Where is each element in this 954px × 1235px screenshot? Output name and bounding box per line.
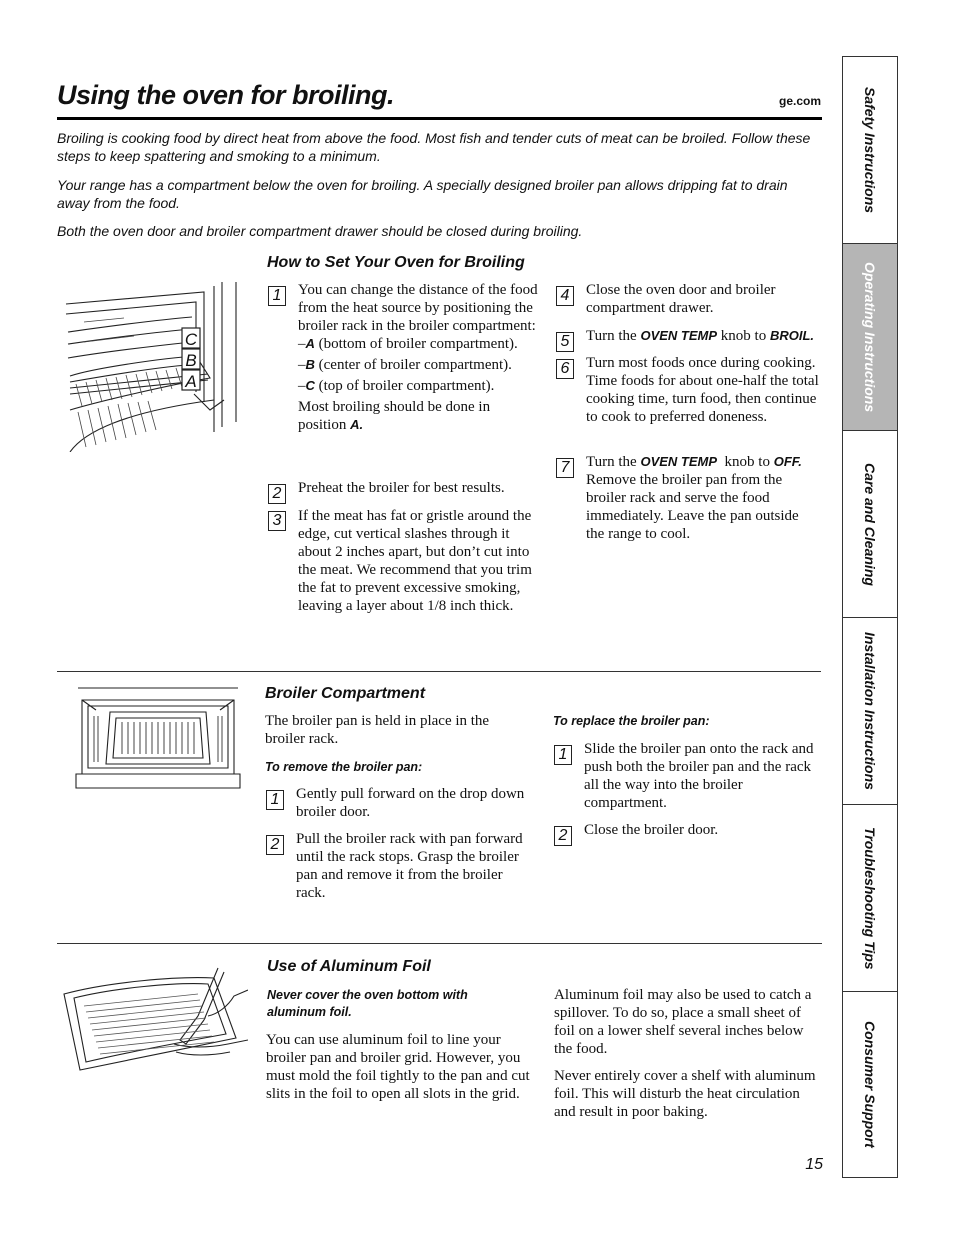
rack-label-c: C bbox=[184, 330, 198, 349]
most-broiling-note: Most broiling should be done in position A. bbox=[298, 399, 491, 433]
aluminum-foil-illustration bbox=[58, 966, 248, 1072]
section-tabs bbox=[842, 56, 898, 1178]
oven-temp-knob-label: OVEN TEMP bbox=[640, 328, 718, 343]
page-number: 15 bbox=[805, 1156, 823, 1173]
step-7-instruction: Turn the OVEN TEMP knob to OFF. bbox=[586, 454, 802, 470]
step-4-text: Close the oven door and broiler compartment drawer. bbox=[586, 282, 776, 316]
option-c: –C (top of broiler compartment). bbox=[298, 378, 495, 394]
tab-troubleshooting-tips[interactable]: Troubleshooting Tips bbox=[843, 805, 897, 992]
foil-paragraph-1: You can use aluminum foil to line your broiler pan and broiler grid. However, you must mold the foil tightly to the pan and cut slits in the foil to open all slots in the grid. bbox=[266, 1032, 530, 1102]
replace-step-2-text: Close the broiler door. bbox=[584, 822, 719, 838]
remove-pan-heading: To remove the broiler pan: bbox=[265, 760, 423, 774]
step-4-badge: 4 bbox=[556, 286, 574, 306]
section-divider-2 bbox=[57, 943, 822, 944]
remove-step-1-text: Gently pull forward on the drop down broiler door. bbox=[296, 786, 525, 820]
step-2-text: Preheat the broiler for best results. bbox=[298, 480, 505, 496]
off-setting: OFF. bbox=[773, 454, 802, 469]
step-7 bbox=[586, 453, 816, 543]
step-3-text: If the meat has fat or gristle around the edge, cut vertical slashes through it about 2 inches apart, but don’t cut into the meat. We recommend that you trim the fat to prevent excessive smoking, leaving a layer about 1/8 inch thick. bbox=[298, 508, 532, 614]
intro-paragraph-2: Your range has a compartment below the oven for broiling. A specially designed broiler pan allows dripping fat to drain away from the food. bbox=[57, 177, 788, 211]
step-5-badge: 5 bbox=[556, 332, 574, 352]
title-rule bbox=[57, 117, 822, 120]
remove-step-1-badge: 1 bbox=[266, 790, 284, 810]
oven-rack-illustration bbox=[64, 282, 244, 452]
tab-care-and-cleaning[interactable]: Care and Cleaning bbox=[843, 431, 897, 618]
step-6-badge: 6 bbox=[556, 359, 574, 379]
tab-operating-instructions[interactable]: Operating Instructions bbox=[843, 244, 897, 431]
replace-step-1-badge: 1 bbox=[554, 745, 572, 765]
foil-paragraph-3: Never entirely cover a shelf with aluminum foil. This will disturb the heat circulation and result in poor baking. bbox=[554, 1068, 816, 1120]
tab-consumer-support[interactable]: Consumer Support bbox=[862, 1021, 878, 1148]
tab-safety-instructions[interactable]: Safety Instructions bbox=[843, 57, 897, 244]
foil-paragraph-2: Aluminum foil may also be used to catch a spillover. To do so, place a small sheet of foil on a lower shelf several inches below the food. bbox=[554, 987, 812, 1057]
intro-paragraph-1: Broiling is cooking food by direct heat from above the food. Most fish and tender cuts of meat can be broiled. Follow these steps to keep spattering and smoking to a minimum. bbox=[57, 130, 811, 164]
step-1-text: You can change the distance of the food from the heat source by positioning the broiler rack in the broiler compartment: bbox=[298, 282, 538, 334]
rack-label-b: B bbox=[185, 351, 197, 370]
step-1 bbox=[298, 281, 538, 434]
step-5-text: Turn the OVEN TEMP knob to BROIL. bbox=[586, 328, 815, 344]
site-link[interactable]: ge.com bbox=[778, 94, 821, 108]
option-a: –A (bottom of broiler compartment). bbox=[298, 336, 518, 352]
replace-step-1-text: Slide the broiler pan onto the rack and push both the broiler pan and the rack all the way into the broiler compartment. bbox=[584, 741, 814, 811]
step-1-badge: 1 bbox=[268, 286, 286, 306]
option-b: –B (center of broiler compartment). bbox=[298, 357, 512, 373]
set-oven-heading: How to Set Your Oven for Broiling bbox=[267, 254, 525, 271]
foil-heading: Use of Aluminum Foil bbox=[267, 958, 431, 975]
replace-pan-heading: To replace the broiler pan: bbox=[553, 714, 710, 728]
foil-warning: Never cover the oven bottom with aluminum foil. bbox=[267, 988, 468, 1019]
step-2-badge: 2 bbox=[268, 484, 286, 504]
broil-setting: BROIL. bbox=[769, 328, 815, 343]
section-divider-1 bbox=[57, 671, 821, 672]
intro-paragraph-3: Both the oven door and broiler compartment drawer should be closed during broiling. bbox=[57, 223, 583, 239]
rack-label-a: A bbox=[185, 372, 197, 391]
step-6-text: Turn most foods once during cooking. Time foods for about one-half the total cooking time, turn food, then continue to cook to preferred doneness. bbox=[586, 355, 819, 425]
replace-step-2-badge: 2 bbox=[554, 826, 572, 846]
step-7-badge: 7 bbox=[556, 458, 574, 478]
page-title: Using the oven for broiling. bbox=[57, 80, 394, 110]
remove-step-2-badge: 2 bbox=[266, 835, 284, 855]
remove-step-2-text: Pull the broiler rack with pan forward until the rack stops. Grasp the broiler pan and remove it from the broiler rack. bbox=[296, 831, 523, 901]
broiler-compartment-illustration bbox=[74, 686, 242, 792]
tab-installation-instructions[interactable]: Installation Instructions bbox=[843, 618, 897, 805]
compartment-heading: Broiler Compartment bbox=[265, 685, 426, 702]
compartment-intro: The broiler pan is held in place in the broiler rack. bbox=[265, 713, 490, 747]
step-7-text: Remove the broiler pan from the broiler rack and serve the food immediately. Leave the pan outside the range to cool. bbox=[586, 472, 799, 542]
step-3-badge: 3 bbox=[268, 511, 286, 531]
